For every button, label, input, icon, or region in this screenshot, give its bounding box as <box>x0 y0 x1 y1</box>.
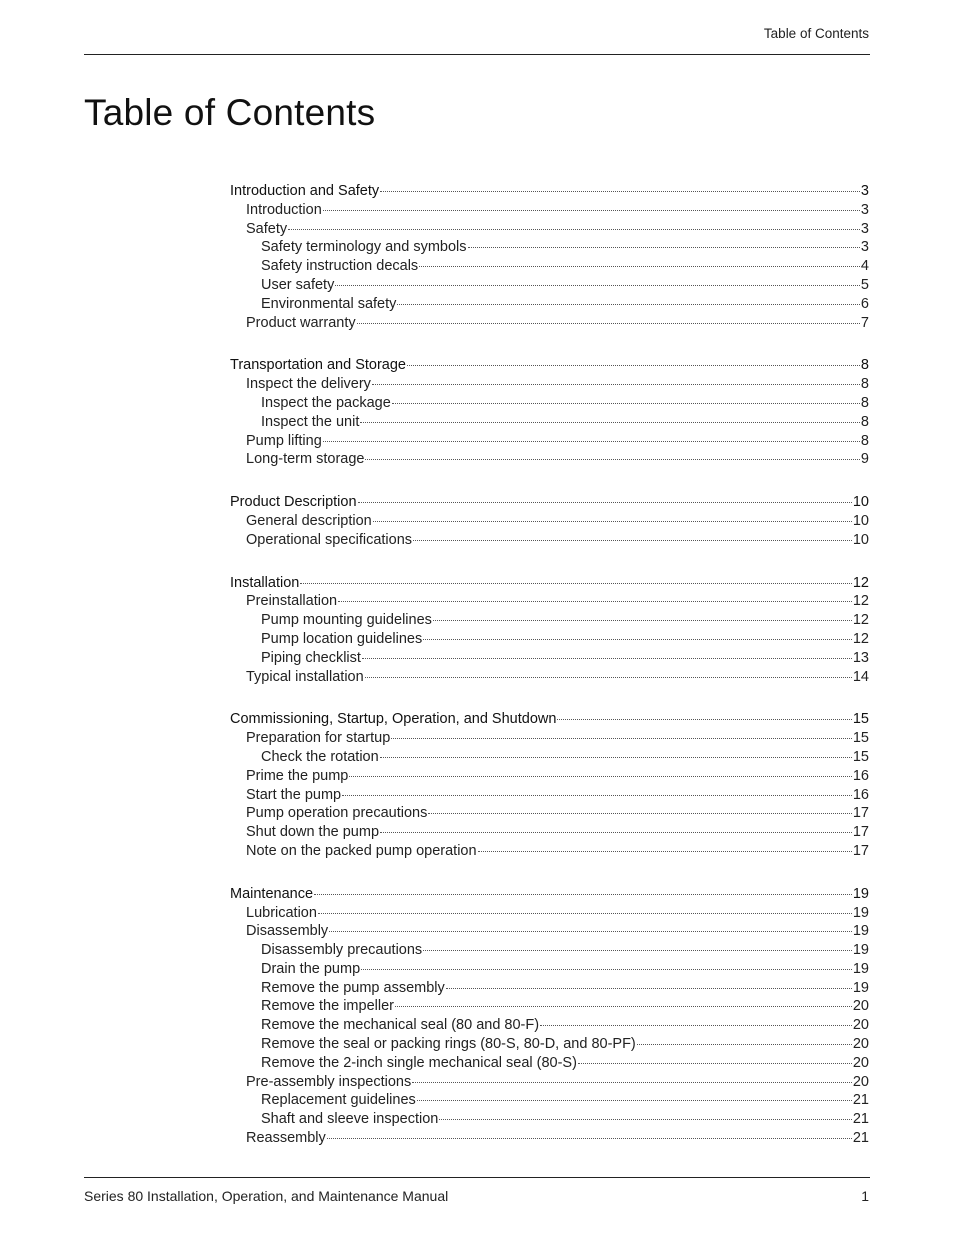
toc-entry-page: 9 <box>860 451 869 468</box>
dot-leader <box>380 757 852 758</box>
toc-entry-title: Check the rotation <box>261 748 379 765</box>
dot-leader <box>380 191 860 192</box>
dot-leader <box>318 913 852 914</box>
dot-leader <box>365 677 852 678</box>
toc-entry-page: 7 <box>860 314 869 331</box>
toc-entry-page: 16 <box>852 767 869 784</box>
dot-leader <box>478 851 852 852</box>
toc-subsection-entry[interactable] <box>230 960 869 979</box>
toc-entry-title: Introduction and Safety <box>230 183 380 199</box>
toc-entry-page: 20 <box>852 1017 869 1034</box>
toc-section-entry[interactable] <box>230 786 869 805</box>
toc-entry-page: 19 <box>852 960 869 977</box>
toc-entry-title: Piping checklist <box>261 649 361 666</box>
dot-leader <box>578 1063 852 1064</box>
toc-chapter-entry[interactable] <box>230 574 869 593</box>
dot-leader <box>335 285 860 286</box>
toc-section-entry[interactable] <box>230 767 869 786</box>
dot-leader <box>391 738 852 739</box>
toc-entry-title: Remove the seal or packing rings (80-S, 80-D, and 80-PF) <box>261 1036 636 1053</box>
toc-entry-title: Transportation and Storage <box>230 357 406 374</box>
toc-entry-page: 12 <box>852 630 869 647</box>
toc-entry-page: 17 <box>852 842 869 859</box>
toc-section-entry[interactable] <box>230 1073 869 1092</box>
toc-subsection-entry[interactable] <box>230 276 869 295</box>
toc-entry-page: 12 <box>852 574 869 591</box>
toc-entry-page: 10 <box>852 531 869 548</box>
toc-chapter-entry[interactable] <box>230 710 869 729</box>
toc-subsection-entry[interactable] <box>230 1016 869 1035</box>
toc-section-entry[interactable] <box>230 531 869 550</box>
dot-leader <box>323 210 860 211</box>
toc-entry-title: Long-term storage <box>246 451 365 468</box>
dot-leader <box>323 441 860 442</box>
dot-leader <box>392 403 860 404</box>
dot-leader <box>380 832 852 833</box>
toc-entry-page: 10 <box>852 494 869 511</box>
toc-entry-title: Lubrication <box>246 904 317 921</box>
toc-entry-title: Reassembly <box>246 1130 326 1147</box>
toc-entry-title: General description <box>246 512 372 529</box>
toc-subsection-entry[interactable] <box>230 1110 869 1129</box>
toc-section <box>230 885 869 1148</box>
toc-section-entry[interactable] <box>230 823 869 842</box>
toc-entry-title: Preparation for startup <box>246 730 391 747</box>
page-title: Table of Contents <box>84 92 376 133</box>
toc-entry-page: 8 <box>860 357 869 374</box>
toc-entry-page: 8 <box>860 432 869 449</box>
dot-leader <box>372 384 860 385</box>
toc-entry-page: 13 <box>852 649 869 666</box>
dot-leader <box>327 1138 852 1139</box>
toc-section <box>230 182 869 332</box>
toc-section <box>230 493 869 549</box>
toc-list <box>230 182 869 1172</box>
toc-entry-title: Typical installation <box>246 668 364 685</box>
toc-entry-page: 12 <box>852 593 869 610</box>
toc-entry-title: Remove the impeller <box>261 998 394 1015</box>
dot-leader <box>423 639 852 640</box>
toc-entry-page: 5 <box>860 276 869 293</box>
dot-leader <box>433 620 852 621</box>
toc-section-entry[interactable] <box>230 1129 869 1148</box>
toc-subsection-entry[interactable] <box>230 1091 869 1110</box>
dot-leader <box>338 601 852 602</box>
toc-section-entry[interactable] <box>230 201 869 220</box>
toc-entry-page: 21 <box>852 1130 869 1147</box>
dot-leader <box>395 1006 852 1007</box>
toc-chapter-entry[interactable] <box>230 182 869 201</box>
dot-leader <box>439 1119 852 1120</box>
dot-leader <box>342 795 852 796</box>
dot-leader <box>557 719 851 720</box>
toc-entry-title: Product warranty <box>246 314 356 331</box>
toc-section-entry[interactable] <box>230 922 869 941</box>
toc-section-entry[interactable] <box>230 314 869 333</box>
toc-entry-page: 3 <box>860 220 869 237</box>
dot-leader <box>373 521 852 522</box>
toc-entry-title: Safety instruction decals <box>261 258 419 275</box>
toc-entry-title: Remove the pump assembly <box>261 979 445 996</box>
toc-entry-title: Inspect the unit <box>261 413 360 430</box>
toc-subsection-entry[interactable] <box>230 295 869 314</box>
dot-leader <box>423 950 852 951</box>
toc-section-entry[interactable] <box>230 220 869 239</box>
toc-entry-title: Safety terminology and symbols <box>261 239 467 256</box>
toc-entry-page: 20 <box>852 1036 869 1053</box>
toc-entry-title: Introduction <box>246 201 322 218</box>
toc-entry-title: Pre-assembly inspections <box>246 1073 412 1090</box>
toc-entry-page: 19 <box>852 942 869 959</box>
footer-page-number: 1 <box>861 1188 869 1204</box>
toc-entry-title: Inspect the package <box>261 394 391 411</box>
toc-section <box>230 574 869 687</box>
toc-entry-title: Commissioning, Startup, Operation, and Shutdown <box>230 711 557 728</box>
footer-rule <box>84 1177 870 1178</box>
dot-leader <box>358 502 852 503</box>
toc-entry-page: 19 <box>852 904 869 921</box>
dot-leader <box>288 229 860 230</box>
toc-subsection-entry[interactable] <box>230 997 869 1016</box>
toc-entry-page: 10 <box>852 512 869 529</box>
dot-leader <box>357 323 860 324</box>
toc-chapter-entry[interactable] <box>230 885 869 904</box>
toc-entry-page: 20 <box>852 1054 869 1071</box>
toc-entry-title: Drain the pump <box>261 960 361 977</box>
toc-section-entry[interactable] <box>230 512 869 531</box>
toc-entry-page: 12 <box>852 612 869 629</box>
toc-entry-page: 20 <box>852 998 869 1015</box>
toc-entry-page: 4 <box>860 258 869 275</box>
toc-subsection-entry[interactable] <box>230 941 869 960</box>
toc-entry-title: Installation <box>230 574 300 591</box>
dot-leader <box>314 894 852 895</box>
dot-leader <box>446 988 852 989</box>
toc-entry-title: Note on the packed pump operation <box>246 842 477 859</box>
dot-leader <box>362 658 852 659</box>
toc-entry-page: 14 <box>852 668 869 685</box>
toc-entry-page: 8 <box>860 376 869 393</box>
toc-entry-title: Replacement guidelines <box>261 1092 416 1109</box>
toc-subsection-entry[interactable] <box>230 630 869 649</box>
toc-subsection-entry[interactable] <box>230 1035 869 1054</box>
toc-section-entry[interactable] <box>230 668 869 687</box>
toc-subsection-entry[interactable] <box>230 611 869 630</box>
toc-entry-title: Disassembly precautions <box>261 942 423 959</box>
toc-chapter-entry[interactable] <box>230 493 869 512</box>
toc-entry-title: Operational specifications <box>246 531 413 548</box>
toc-entry-title: Maintenance <box>230 885 314 902</box>
toc-entry-title: Pump location guidelines <box>261 630 423 647</box>
toc-section <box>230 356 869 469</box>
toc-entry-page: 8 <box>860 413 869 430</box>
running-header: Table of Contents <box>763 26 869 41</box>
toc-subsection-entry[interactable] <box>230 649 869 668</box>
toc-entry-title: Preinstallation <box>246 593 338 610</box>
toc-section-entry[interactable] <box>230 592 869 611</box>
toc-section-entry[interactable] <box>230 375 869 394</box>
dot-leader <box>365 459 859 460</box>
toc-entry-title: Environmental safety <box>261 295 397 312</box>
toc-subsection-entry[interactable] <box>230 257 869 276</box>
toc-entry-title: Shut down the pump <box>246 824 380 841</box>
toc-subsection-entry[interactable] <box>230 979 869 998</box>
dot-leader <box>361 969 852 970</box>
footer-manual-title: Series 80 Installation, Operation, and Maintenance Manual <box>84 1188 449 1204</box>
dot-leader <box>637 1044 852 1045</box>
toc-entry-title: User safety <box>261 276 335 293</box>
toc-entry-page: 3 <box>860 201 869 218</box>
dot-leader <box>419 266 860 267</box>
toc-entry-title: Inspect the delivery <box>246 376 371 393</box>
toc-entry-title: Shaft and sleeve inspection <box>261 1111 439 1128</box>
toc-entry-title: Disassembly <box>246 923 329 940</box>
dot-leader <box>412 1082 852 1083</box>
toc-chapter-entry[interactable] <box>230 356 869 375</box>
dot-leader <box>468 247 860 248</box>
toc-entry-title: Start the pump <box>246 786 342 803</box>
toc-section-entry[interactable] <box>230 904 869 923</box>
dot-leader <box>540 1025 852 1026</box>
toc-entry-page: 15 <box>852 711 869 728</box>
toc-entry-page: 19 <box>852 923 869 940</box>
toc-entry-title: Product Description <box>230 494 357 511</box>
toc-subsection-entry[interactable] <box>230 748 869 767</box>
toc-entry-page: 17 <box>852 805 869 822</box>
toc-section-entry[interactable] <box>230 450 869 469</box>
toc-entry-page: 20 <box>852 1073 869 1090</box>
toc-entry-page: 3 <box>860 239 869 256</box>
toc-section-entry[interactable] <box>230 842 869 861</box>
dot-leader <box>349 776 852 777</box>
toc-subsection-entry[interactable] <box>230 1054 869 1073</box>
toc-entry-title: Safety <box>246 220 288 237</box>
toc-entry-page: 15 <box>852 730 869 747</box>
dot-leader <box>428 813 851 814</box>
header-rule <box>84 54 870 55</box>
dot-leader <box>329 931 852 932</box>
dot-leader <box>360 422 860 423</box>
toc-entry-page: 8 <box>860 394 869 411</box>
toc-entry-page: 16 <box>852 786 869 803</box>
toc-entry-page: 3 <box>860 183 869 199</box>
toc-entry-page: 19 <box>852 885 869 902</box>
toc-entry-title: Remove the mechanical seal (80 and 80-F) <box>261 1017 540 1034</box>
toc-entry-title: Prime the pump <box>246 767 349 784</box>
toc-subsection-entry[interactable] <box>230 238 869 257</box>
toc-entry-title: Pump mounting guidelines <box>261 612 432 629</box>
toc-entry-page: 21 <box>852 1092 869 1109</box>
toc-entry-page: 15 <box>852 748 869 765</box>
toc-subsection-entry[interactable] <box>230 394 869 413</box>
toc-entry-title: Pump operation precautions <box>246 805 428 822</box>
toc-entry-page: 19 <box>852 979 869 996</box>
toc-entry-page: 17 <box>852 824 869 841</box>
toc-entry-page: 6 <box>860 295 869 312</box>
toc-subsection-entry[interactable] <box>230 413 869 432</box>
toc-section-entry[interactable] <box>230 432 869 451</box>
dot-leader <box>397 304 860 305</box>
dot-leader <box>407 365 860 366</box>
toc-entry-title: Remove the 2-inch single mechanical seal (80-S) <box>261 1054 577 1071</box>
toc-entry-title: Pump lifting <box>246 432 322 449</box>
toc-entry-page: 21 <box>852 1111 869 1128</box>
dot-leader <box>300 583 852 584</box>
dot-leader <box>417 1100 852 1101</box>
toc-section-entry[interactable] <box>230 729 869 748</box>
toc-section <box>230 710 869 860</box>
dot-leader <box>413 540 852 541</box>
toc-section-entry[interactable] <box>230 804 869 823</box>
